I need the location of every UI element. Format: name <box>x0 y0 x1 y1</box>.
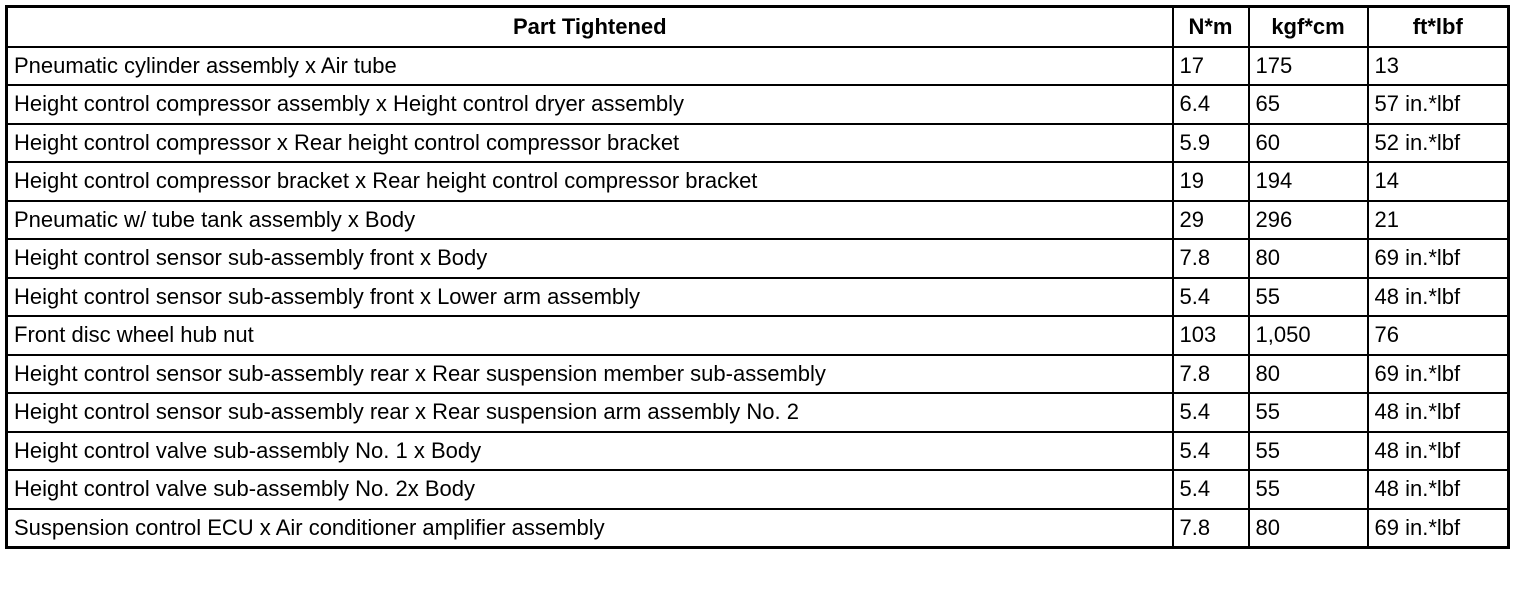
cell-kgf: 175 <box>1249 47 1368 86</box>
cell-ft: 13 <box>1368 47 1509 86</box>
cell-nm: 6.4 <box>1173 85 1249 124</box>
cell-nm: 5.4 <box>1173 278 1249 317</box>
cell-ft: 48 in.*lbf <box>1368 432 1509 471</box>
cell-kgf: 65 <box>1249 85 1368 124</box>
cell-nm: 7.8 <box>1173 355 1249 394</box>
table-row <box>7 85 1509 124</box>
cell-part: Height control valve sub-assembly No. 1 x Body <box>7 432 1173 471</box>
torque-spec-table <box>5 5 1510 549</box>
cell-nm: 7.8 <box>1173 239 1249 278</box>
cell-part: Front disc wheel hub nut <box>7 316 1173 355</box>
cell-kgf: 55 <box>1249 432 1368 471</box>
header-newton-meter: N*m <box>1173 7 1249 47</box>
table-body <box>7 47 1509 548</box>
cell-nm: 5.4 <box>1173 432 1249 471</box>
table-row <box>7 47 1509 86</box>
cell-part: Height control valve sub-assembly No. 2x Body <box>7 470 1173 509</box>
cell-ft: 69 in.*lbf <box>1368 509 1509 548</box>
header-kgf-cm: kgf*cm <box>1249 7 1368 47</box>
cell-kgf: 1,050 <box>1249 316 1368 355</box>
cell-nm: 29 <box>1173 201 1249 240</box>
cell-nm: 5.9 <box>1173 124 1249 163</box>
cell-kgf: 55 <box>1249 393 1368 432</box>
cell-nm: 17 <box>1173 47 1249 86</box>
cell-ft: 52 in.*lbf <box>1368 124 1509 163</box>
cell-part: Height control compressor x Rear height control compressor bracket <box>7 124 1173 163</box>
cell-ft: 57 in.*lbf <box>1368 85 1509 124</box>
table-row <box>7 162 1509 201</box>
cell-ft: 48 in.*lbf <box>1368 278 1509 317</box>
table-row <box>7 239 1509 278</box>
cell-kgf: 60 <box>1249 124 1368 163</box>
table-row <box>7 278 1509 317</box>
header-row <box>7 7 1509 47</box>
table-row <box>7 509 1509 548</box>
table-row <box>7 124 1509 163</box>
cell-kgf: 55 <box>1249 278 1368 317</box>
table-row <box>7 316 1509 355</box>
table-row <box>7 470 1509 509</box>
table-row <box>7 432 1509 471</box>
cell-nm: 103 <box>1173 316 1249 355</box>
cell-ft: 21 <box>1368 201 1509 240</box>
cell-nm: 7.8 <box>1173 509 1249 548</box>
cell-ft: 48 in.*lbf <box>1368 470 1509 509</box>
cell-nm: 19 <box>1173 162 1249 201</box>
cell-part: Height control compressor bracket x Rear height control compressor bracket <box>7 162 1173 201</box>
cell-part: Height control compressor assembly x Height control dryer assembly <box>7 85 1173 124</box>
cell-part: Height control sensor sub-assembly rear x Rear suspension arm assembly No. 2 <box>7 393 1173 432</box>
cell-kgf: 80 <box>1249 239 1368 278</box>
cell-part: Pneumatic w/ tube tank assembly x Body <box>7 201 1173 240</box>
cell-kgf: 80 <box>1249 355 1368 394</box>
cell-part: Height control sensor sub-assembly rear x Rear suspension member sub-assembly <box>7 355 1173 394</box>
table-row <box>7 201 1509 240</box>
cell-kgf: 194 <box>1249 162 1368 201</box>
cell-part: Suspension control ECU x Air conditioner amplifier assembly <box>7 509 1173 548</box>
cell-ft: 76 <box>1368 316 1509 355</box>
cell-nm: 5.4 <box>1173 393 1249 432</box>
cell-kgf: 80 <box>1249 509 1368 548</box>
cell-part: Height control sensor sub-assembly front x Body <box>7 239 1173 278</box>
table-row <box>7 355 1509 394</box>
cell-part: Pneumatic cylinder assembly x Air tube <box>7 47 1173 86</box>
cell-ft: 69 in.*lbf <box>1368 239 1509 278</box>
cell-kgf: 296 <box>1249 201 1368 240</box>
cell-ft: 48 in.*lbf <box>1368 393 1509 432</box>
cell-nm: 5.4 <box>1173 470 1249 509</box>
table-row <box>7 393 1509 432</box>
cell-ft: 14 <box>1368 162 1509 201</box>
table-header <box>7 7 1509 47</box>
header-part-tightened: Part Tightened <box>7 7 1173 47</box>
cell-kgf: 55 <box>1249 470 1368 509</box>
header-ft-lbf: ft*lbf <box>1368 7 1509 47</box>
cell-ft: 69 in.*lbf <box>1368 355 1509 394</box>
cell-part: Height control sensor sub-assembly front x Lower arm assembly <box>7 278 1173 317</box>
